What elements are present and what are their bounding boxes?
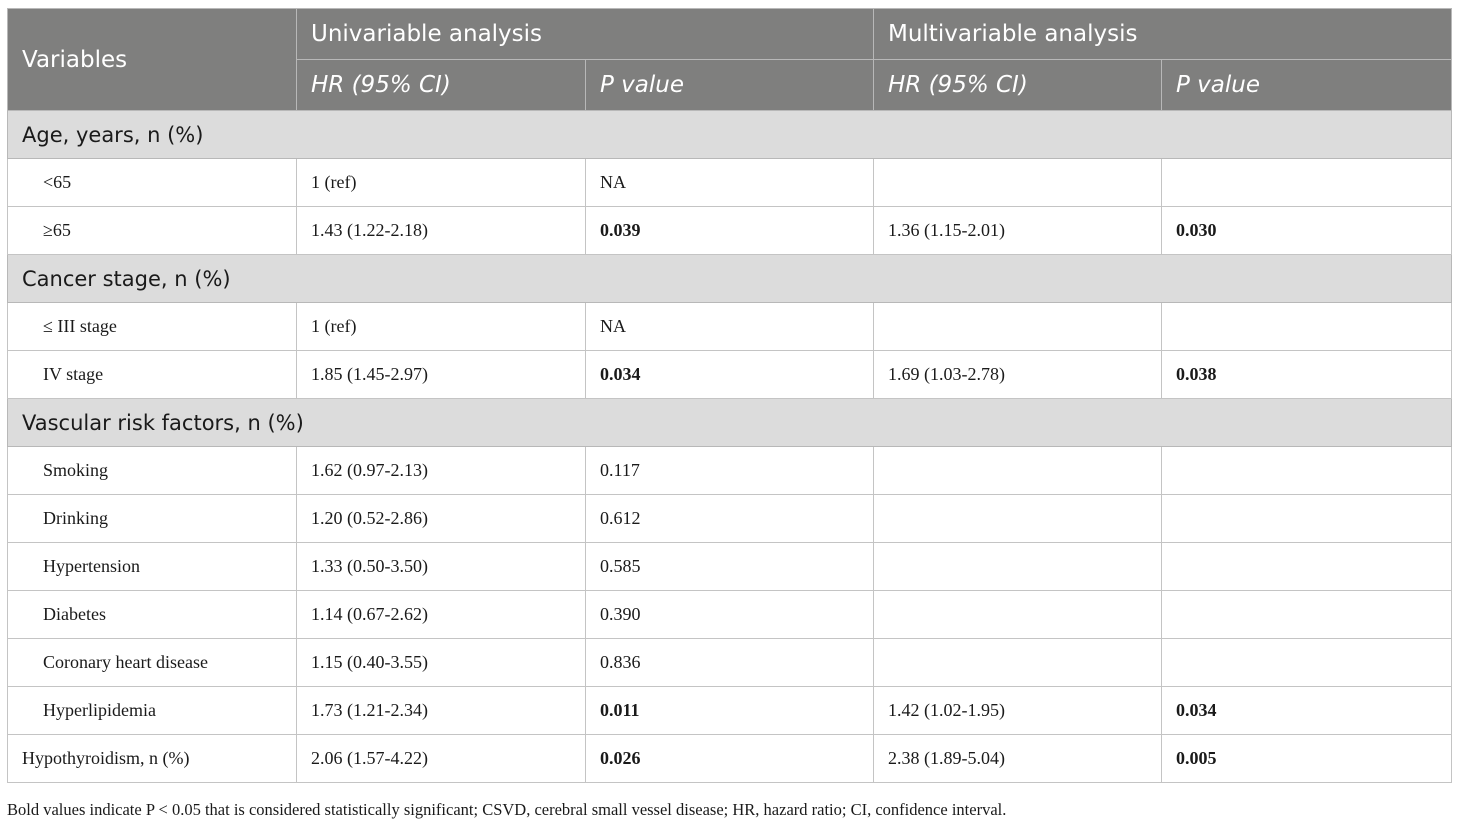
multi-p-cell <box>1162 495 1452 543</box>
table-row <box>8 543 1452 591</box>
multi-hr-cell: 2.38 (1.89-5.04) <box>874 735 1162 783</box>
multi-p-cell: 0.038 <box>1162 351 1452 399</box>
row-label: Hyperlipidemia <box>8 687 297 735</box>
header-variables: Variables <box>8 9 297 111</box>
multi-hr-cell <box>874 591 1162 639</box>
row-label: Hypertension <box>8 543 297 591</box>
multi-hr-cell <box>874 495 1162 543</box>
uni-p-cell: 0.026 <box>586 735 874 783</box>
row-label: Coronary heart disease <box>8 639 297 687</box>
section-title: Age, years, n (%) <box>8 111 1452 159</box>
row-label: <65 <box>8 159 297 207</box>
multi-p-cell <box>1162 543 1452 591</box>
header-uni-p: P value <box>586 60 874 111</box>
uni-hr-cell: 1.14 (0.67-2.62) <box>297 591 586 639</box>
header-uni-hr: HR (95% CI) <box>297 60 586 111</box>
row-label: Smoking <box>8 447 297 495</box>
multi-p-cell: 0.005 <box>1162 735 1452 783</box>
header-multi-p: P value <box>1162 60 1452 111</box>
table-row-hypothyroidism <box>8 735 1452 783</box>
table-header <box>8 9 1452 111</box>
header-univariable: Univariable analysis <box>297 9 874 60</box>
multi-p-cell <box>1162 303 1452 351</box>
multi-hr-cell: 1.36 (1.15-2.01) <box>874 207 1162 255</box>
table-row <box>8 303 1452 351</box>
table-row <box>8 351 1452 399</box>
multi-p-cell <box>1162 159 1452 207</box>
table-row <box>8 495 1452 543</box>
uni-hr-cell: 1.73 (1.21-2.34) <box>297 687 586 735</box>
header-multi-hr: HR (95% CI) <box>874 60 1162 111</box>
uni-p-cell: 0.011 <box>586 687 874 735</box>
uni-p-cell: 0.039 <box>586 207 874 255</box>
uni-hr-cell: 1.43 (1.22-2.18) <box>297 207 586 255</box>
uni-hr-cell: 1.85 (1.45-2.97) <box>297 351 586 399</box>
table-row <box>8 639 1452 687</box>
multi-p-cell: 0.030 <box>1162 207 1452 255</box>
uni-p-cell: 0.034 <box>586 351 874 399</box>
row-label: Drinking <box>8 495 297 543</box>
uni-p-cell: 0.390 <box>586 591 874 639</box>
uni-hr-cell: 1.15 (0.40-3.55) <box>297 639 586 687</box>
regression-table <box>7 8 1452 783</box>
table-row <box>8 591 1452 639</box>
section-row-cancer <box>8 255 1452 303</box>
multi-p-cell: 0.034 <box>1162 687 1452 735</box>
table-row <box>8 447 1452 495</box>
uni-hr-cell: 2.06 (1.57-4.22) <box>297 735 586 783</box>
multi-hr-cell <box>874 159 1162 207</box>
multi-p-cell <box>1162 447 1452 495</box>
table-row <box>8 159 1452 207</box>
multi-hr-cell <box>874 303 1162 351</box>
header-multivariable: Multivariable analysis <box>874 9 1452 60</box>
uni-p-cell: 0.836 <box>586 639 874 687</box>
section-title: Vascular risk factors, n (%) <box>8 399 1452 447</box>
results-table-container <box>7 8 1451 783</box>
multi-hr-cell <box>874 639 1162 687</box>
multi-p-cell <box>1162 639 1452 687</box>
row-label: ≥65 <box>8 207 297 255</box>
multi-p-cell <box>1162 591 1452 639</box>
section-row-age <box>8 111 1452 159</box>
row-label: ≤ III stage <box>8 303 297 351</box>
section-title: Cancer stage, n (%) <box>8 255 1452 303</box>
uni-p-cell: 0.612 <box>586 495 874 543</box>
uni-p-cell: 0.117 <box>586 447 874 495</box>
section-row-vascular <box>8 399 1452 447</box>
uni-hr-cell: 1.20 (0.52-2.86) <box>297 495 586 543</box>
row-label: IV stage <box>8 351 297 399</box>
multi-hr-cell <box>874 447 1162 495</box>
uni-p-cell: NA <box>586 303 874 351</box>
uni-hr-cell: 1 (ref) <box>297 159 586 207</box>
table-footnote: Bold values indicate P < 0.05 that is considered statistically significant; CSVD, cerebral small vessel disease; HR, hazard ratio; CI, confidence interval. <box>7 800 1007 819</box>
multi-hr-cell <box>874 543 1162 591</box>
row-label: Diabetes <box>8 591 297 639</box>
table-row <box>8 687 1452 735</box>
uni-hr-cell: 1 (ref) <box>297 303 586 351</box>
uni-hr-cell: 1.33 (0.50-3.50) <box>297 543 586 591</box>
multi-hr-cell: 1.69 (1.03-2.78) <box>874 351 1162 399</box>
row-label: Hypothyroidism, n (%) <box>8 735 297 783</box>
uni-p-cell: 0.585 <box>586 543 874 591</box>
table-row <box>8 207 1452 255</box>
uni-hr-cell: 1.62 (0.97-2.13) <box>297 447 586 495</box>
multi-hr-cell: 1.42 (1.02-1.95) <box>874 687 1162 735</box>
uni-p-cell: NA <box>586 159 874 207</box>
